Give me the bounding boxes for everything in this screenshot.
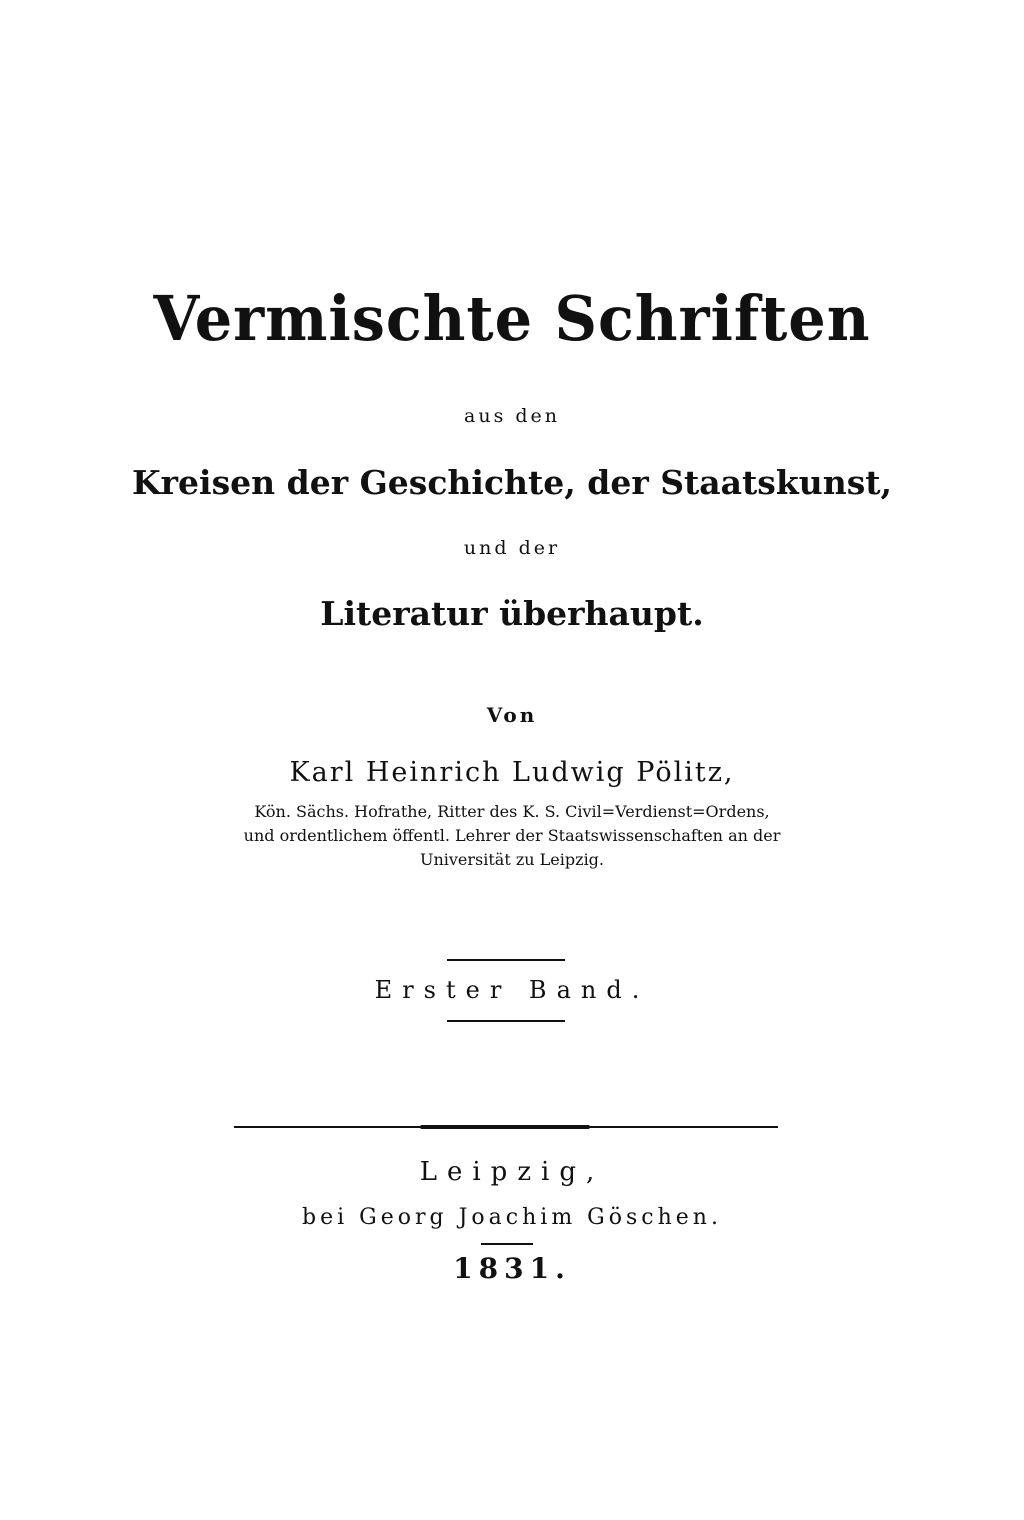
imprint-place: Leipzig, xyxy=(419,1157,605,1187)
year-rule xyxy=(481,1243,533,1245)
subtitle-line-1: Kreisen der Geschichte, der Staatskunst, xyxy=(131,463,893,502)
conjunction-aus-den: aus den xyxy=(464,405,560,427)
imprint-divider-swell xyxy=(420,1125,590,1129)
book-title: Vermischte Schriften xyxy=(153,282,871,355)
volume-rule-bottom xyxy=(447,1020,565,1022)
affiliation-line-2: und ordentlichem öffentl. Lehrer der Staatswissenschaften an der xyxy=(243,826,781,845)
imprint-publisher: bei Georg Joachim Göschen. xyxy=(302,1205,722,1230)
affiliation-line-3: Universität zu Leipzig. xyxy=(419,850,605,869)
by-label: Von xyxy=(486,703,538,727)
imprint-year: 1831. xyxy=(453,1252,571,1285)
affiliation-line-1: Kön. Sächs. Hofrathe, Ritter des K. S. Civil=Verdienst=Ordens, xyxy=(254,802,770,821)
conjunction-und-der: und der xyxy=(463,537,561,559)
subtitle-line-2: Literatur überhaupt. xyxy=(320,594,704,633)
author-name: Karl Heinrich Ludwig Pölitz, xyxy=(289,757,735,788)
volume-rule-top xyxy=(447,959,565,961)
volume-label: Erster Band. xyxy=(374,976,650,1004)
